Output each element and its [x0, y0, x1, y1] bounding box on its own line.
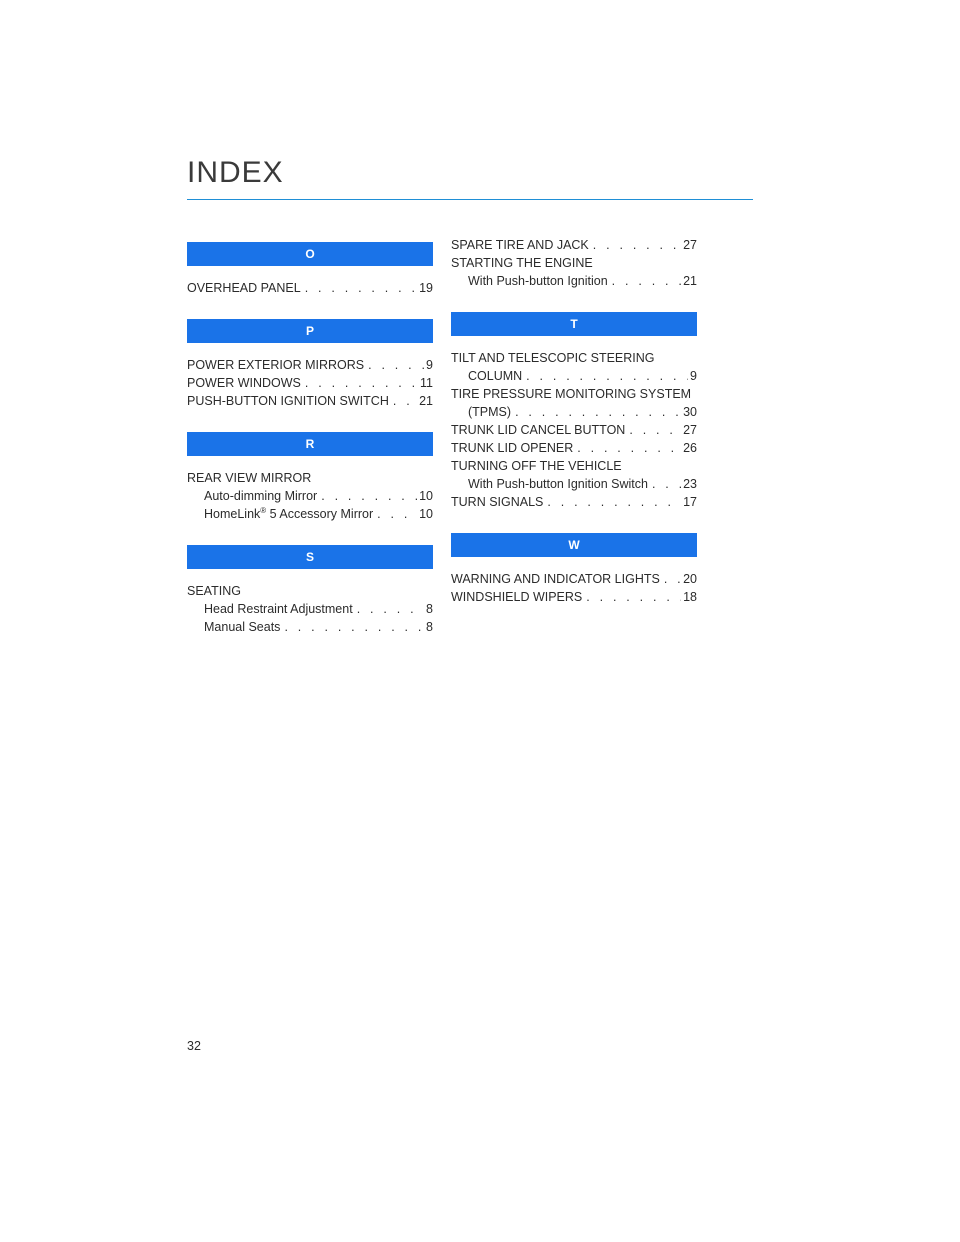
index-section-s — [187, 545, 433, 636]
entry-text: SEATING — [187, 584, 241, 598]
leader-dots — [305, 374, 418, 392]
index-entry — [187, 469, 433, 487]
letter-header-p: P — [187, 319, 433, 343]
entry-text: REAR VIEW MIRROR — [187, 471, 312, 485]
entry-text: TURN SIGNALS — [451, 495, 544, 509]
index-subentry[interactable] — [187, 618, 433, 636]
index-entry[interactable] — [451, 421, 697, 439]
leader-dots — [305, 279, 417, 297]
entry-page: 11 — [420, 376, 433, 390]
entry-text: WARNING AND INDICATOR LIGHTS — [451, 572, 660, 586]
entry-page: 26 — [683, 441, 697, 455]
entry-text: Auto-dimming Mirror — [204, 489, 318, 503]
leader-dots — [368, 356, 424, 374]
entry-text: TRUNK LID OPENER — [451, 441, 574, 455]
entry-text — [204, 505, 373, 523]
leader-dots — [526, 367, 688, 385]
entry-text: POWER EXTERIOR MIRRORS — [187, 358, 365, 372]
title-divider — [187, 199, 753, 200]
leader-dots — [586, 588, 681, 606]
index-entry[interactable] — [451, 439, 697, 457]
page-number: 32 — [187, 1039, 201, 1053]
entry-text: Head Restraint Adjustment — [204, 602, 353, 616]
entry-text: POWER WINDOWS — [187, 376, 301, 390]
leader-dots — [593, 236, 681, 254]
index-entry[interactable] — [451, 588, 697, 606]
page-title: INDEX — [187, 156, 284, 189]
entry-text-main: HomeLink — [204, 507, 261, 521]
index-entry — [451, 385, 697, 403]
entry-page: 20 — [683, 572, 697, 586]
index-entry[interactable] — [187, 356, 433, 374]
letter-header-o: O — [187, 242, 433, 266]
registered-mark: ® — [260, 505, 267, 515]
leader-dots — [377, 505, 417, 523]
entry-text: OVERHEAD PANEL — [187, 281, 301, 295]
entry-page: 9 — [690, 369, 697, 383]
index-subentry[interactable] — [187, 487, 433, 505]
entry-page: 8 — [426, 602, 433, 616]
leader-dots — [357, 600, 424, 618]
entry-text: COLUMN — [468, 369, 523, 383]
entry-page: 21 — [419, 394, 433, 408]
letter-header-w: W — [451, 533, 697, 557]
leader-dots — [284, 618, 424, 636]
leader-dots — [393, 392, 417, 410]
index-subentry[interactable] — [187, 600, 433, 618]
index-subentry[interactable] — [187, 505, 433, 523]
entry-page: 10 — [419, 507, 433, 521]
entry-text: SPARE TIRE AND JACK — [451, 238, 589, 252]
entry-text-rest: 5 Accessory Mirror — [266, 507, 374, 521]
entry-text: With Push-button Ignition Switch — [468, 477, 648, 491]
entry-text: PUSH-BUTTON IGNITION SWITCH — [187, 394, 389, 408]
index-entry[interactable] — [187, 374, 433, 392]
index-column-right — [451, 236, 697, 628]
entry-page: 30 — [683, 405, 697, 419]
index-section-r — [187, 432, 433, 523]
leader-dots — [515, 403, 681, 421]
entry-text: TIRE PRESSURE MONITORING SYSTEM — [451, 387, 692, 401]
entry-page: 23 — [683, 477, 697, 491]
index-entry[interactable] — [451, 236, 697, 254]
entry-page: 27 — [683, 423, 697, 437]
leader-dots — [652, 475, 681, 493]
index-entry[interactable] — [451, 493, 697, 511]
leader-dots — [547, 493, 681, 511]
leader-dots — [629, 421, 681, 439]
entry-page: 18 — [683, 590, 697, 604]
letter-header-s: S — [187, 545, 433, 569]
letter-header-t: T — [451, 312, 697, 336]
index-subentry[interactable] — [451, 367, 697, 385]
entry-text: TILT AND TELESCOPIC STEERING — [451, 351, 655, 365]
leader-dots — [577, 439, 681, 457]
index-section-p — [187, 319, 433, 410]
index-section-o — [187, 242, 433, 297]
entry-page: 17 — [683, 495, 697, 509]
entry-text: WINDSHIELD WIPERS — [451, 590, 583, 604]
entry-text: STARTING THE ENGINE — [451, 256, 593, 270]
leader-dots — [664, 570, 681, 588]
index-section-t — [451, 312, 697, 511]
index-entry — [187, 582, 433, 600]
entry-text: TRUNK LID CANCEL BUTTON — [451, 423, 626, 437]
entry-page: 21 — [683, 274, 697, 288]
index-subentry[interactable] — [451, 475, 697, 493]
leader-dots — [612, 272, 681, 290]
index-entry[interactable] — [451, 570, 697, 588]
index-section-w — [451, 533, 697, 606]
letter-header-r: R — [187, 432, 433, 456]
index-subentry[interactable] — [451, 272, 697, 290]
index-entry[interactable] — [187, 392, 433, 410]
index-column-left — [187, 242, 433, 658]
entry-text: TURNING OFF THE VEHICLE — [451, 459, 622, 473]
entry-page: 19 — [419, 281, 433, 295]
index-subentry[interactable] — [451, 403, 697, 421]
entry-text: With Push-button Ignition — [468, 274, 608, 288]
index-entry — [451, 254, 697, 272]
entry-page: 27 — [683, 238, 697, 252]
entry-page: 9 — [426, 358, 433, 372]
index-entry — [451, 349, 697, 367]
index-section-s-continued — [451, 236, 697, 290]
leader-dots — [321, 487, 417, 505]
index-entry[interactable] — [187, 279, 433, 297]
entry-page: 8 — [426, 620, 433, 634]
entry-page: 10 — [419, 489, 433, 503]
index-entry — [451, 457, 697, 475]
entry-text: (TPMS) — [468, 405, 512, 419]
entry-text: Manual Seats — [204, 620, 281, 634]
